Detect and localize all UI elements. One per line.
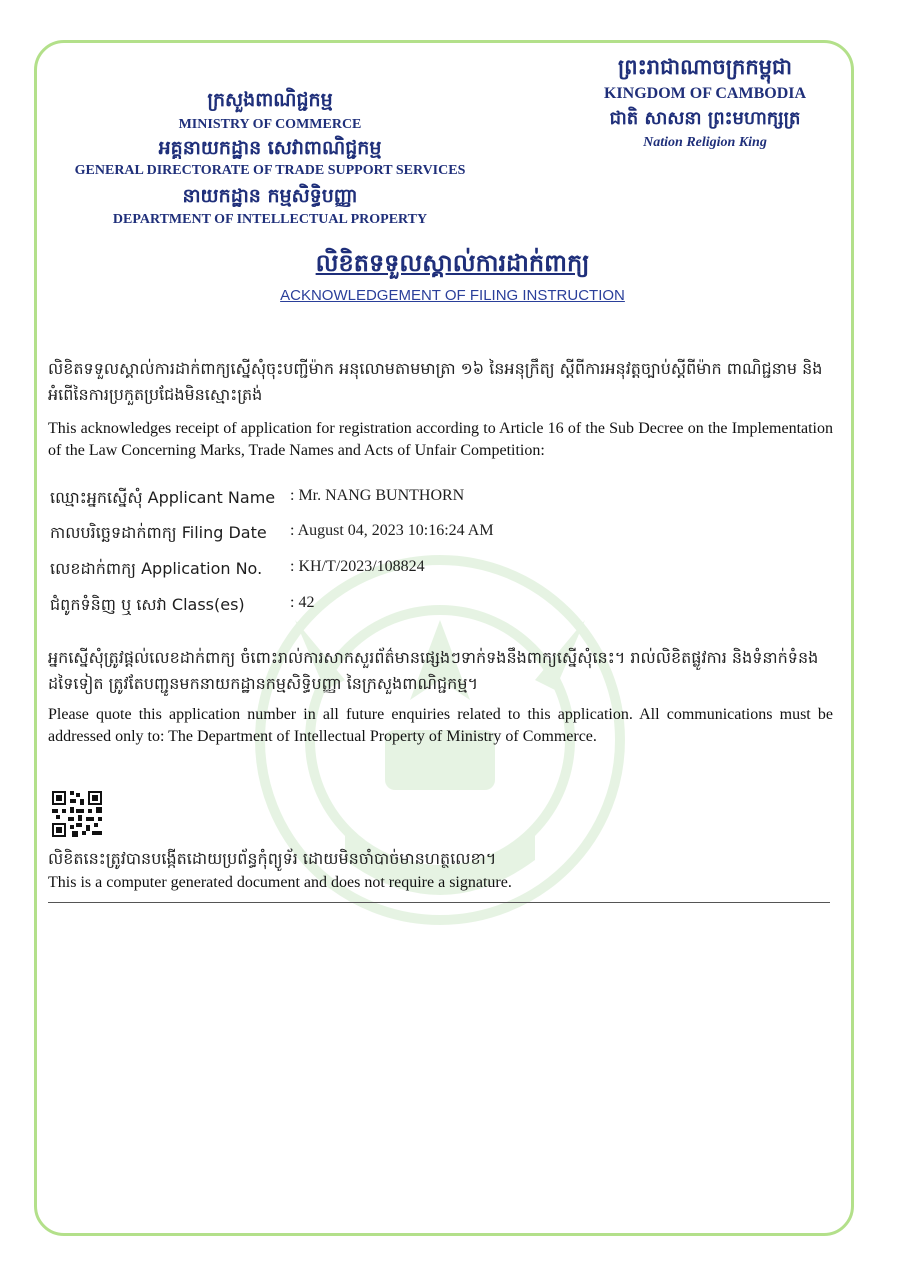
footer-divider [48, 902, 830, 903]
applicant-name-value: : Mr. NANG BUNTHORN [290, 487, 465, 504]
classes-label: ជំពូកទំនិញ ឬ សេវា Class(es) [50, 595, 245, 614]
classes-value: : 42 [290, 594, 315, 611]
document-title-km: លិខិតទទួលស្គាល់ការដាក់ពាក្យ [315, 249, 590, 277]
directorate-name-en: GENERAL DIRECTORATE OF TRADE SUPPORT SERVICES [74, 163, 466, 178]
national-motto-km: ជាតិ សាសនា ព្រះមហាក្សត្រ [609, 108, 801, 129]
ministry-name-km: ក្រសួងពាណិជ្ជកម្ម [207, 89, 333, 111]
document-title-en: ACKNOWLEDGEMENT OF FILING INSTRUCTION [280, 287, 625, 304]
filing-date-label: កាលបរិច្ឆេទដាក់ពាក្យ Filing Date [50, 523, 267, 542]
intro-text-en: This acknowledges receipt of application for registration according to Article 16 of the Sub Decree on the Implementation of the Law Concerning Marks, Trade Names and Acts of Unfair Competition: [48, 420, 833, 459]
application-number-label: លេខដាក់ពាក្យ Application No. [50, 559, 263, 578]
department-name-en: DEPARTMENT OF INTELLECTUAL PROPERTY [112, 212, 428, 227]
kingdom-name-km: ព្រះរាជាណាចក្រកម្ពុជា [617, 55, 792, 79]
department-name-km: នាយកដ្ឋាន កម្មសិទ្ធិបញ្ញា [182, 185, 358, 207]
kingdom-name-en: KINGDOM OF CAMBODIA [603, 85, 807, 102]
notice-text-km: អ្នកស្នើសុំត្រូវផ្តល់លេខដាក់ពាក្យ ចំពោះរាល់ការសាកសួរព័ត៌មានផ្សេងៗទាក់ទងនឹងពាក្យស្នើសុំនេះ។ រាល់លិខិតផ្លូវការ និងទំនាក់ទំនងដទៃទៀត ត្រូវតែបញ្ជូនមកនាយកដ្ឋានកម្មសិទ្ធិបញ្ញា នៃក្រសួងពាណិជ្ជកម្ម។ [48, 648, 819, 693]
application-number-value: : KH/T/2023/108824 [290, 558, 425, 575]
filing-date-value: : August 04, 2023 10:16:24 AM [290, 522, 494, 539]
computer-generated-note-en: This is a computer generated document and does not require a signature. [48, 874, 512, 891]
notice-text-en: Please quote this application number in all future enquiries related to this application. All communications must be addressed only to: The Department of Intellectual Property of Ministry of Commerce. [48, 706, 833, 745]
ministry-name-en: MINISTRY OF COMMERCE [178, 117, 362, 132]
intro-text-km: លិខិតទទួលស្គាល់ការដាក់ពាក្យស្នើសុំចុះបញ្ជីម៉ាក អនុលោមតាមមាត្រា ១៦ នៃអនុក្រឹត្យ ស្តីពីការអនុវត្តច្បាប់ស្តីពីម៉ាក ពាណិជ្ជនាម និងអំពើនៃការប្រកួតប្រជែងមិនស្មោះត្រង់ [48, 359, 823, 404]
applicant-name-label: ឈ្មោះអ្នកស្នើសុំ Applicant Name [50, 488, 276, 507]
qr-code-icon [52, 791, 102, 837]
national-motto-en: Nation Religion King [643, 135, 767, 150]
directorate-name-km: អគ្គនាយកដ្ឋាន សេវាពាណិជ្ជកម្ម [158, 137, 382, 159]
computer-generated-note-km: លិខិតនេះត្រូវបានបង្កើតដោយប្រព័ន្ធកុំព្យូទ័រ ដោយមិនចាំបាច់មានហត្ថលេខា។ [48, 849, 497, 868]
